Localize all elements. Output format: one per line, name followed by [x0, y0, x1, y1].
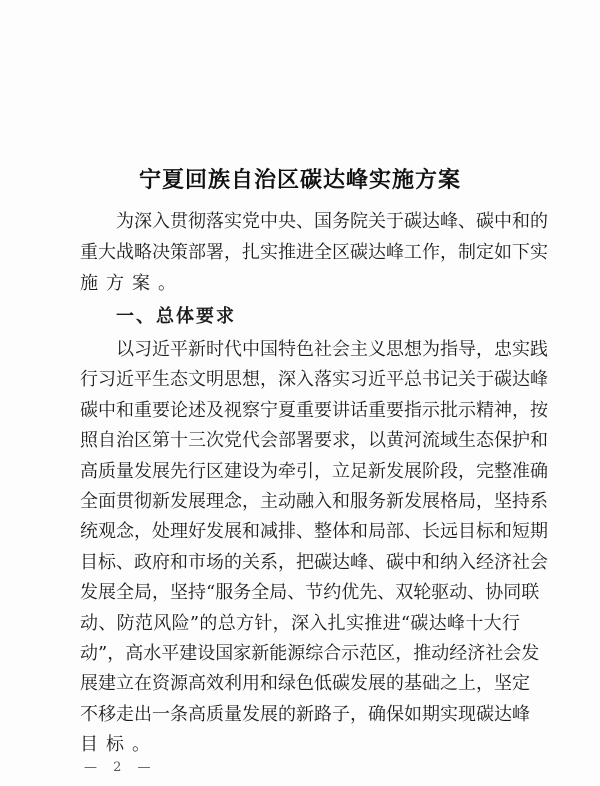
body-line: 发展全局，坚持“服务全局、节约优先、双轮驱动、协同联 [80, 582, 540, 604]
body-line: 目标、政府和市场的关系，把碳达峰、碳中和纳入经济社会 [80, 551, 548, 573]
intro-line: 为深入贯彻落实党中央、国务院关于碳达峰、碳中和的 [116, 211, 548, 232]
body-line: 目标。 [80, 734, 158, 756]
body-line: 碳中和重要论述及视察宁夏重要讲话重要指示批示精神，按 [80, 399, 548, 421]
body-line: 以习近平新时代中国特色社会主义思想为指导，忠实践 [116, 339, 548, 360]
body-line: 高质量发展先行区建设为牵引，立足新发展阶段，完整准确 [80, 460, 548, 482]
body-line: 不移走出一条高质量发展的新路子，确保如期实现碳达峰 [80, 703, 530, 725]
section-heading: 一、总体要求 [116, 306, 236, 327]
document-title: 宁夏回族自治区碳达峰实施方案 [138, 167, 461, 193]
intro-line: 施方案。 [80, 273, 184, 294]
body-line: 展建立在资源高效利用和绿色低碳发展的基础之上，坚定 [80, 673, 530, 695]
body-line: 行习近平生态文明思想，深入落实习近平总书记关于碳达峰 [80, 369, 548, 391]
intro-line: 重大战略决策部署，扎实推进全区碳达峰工作，制定如下实 [80, 242, 548, 263]
body-line: 动”，高水平建设国家新能源综合示范区，推动经济社会发 [80, 643, 540, 664]
body-line: 照自治区第十三次党代会部署要求，以黄河流域生态保护和 [80, 430, 548, 452]
body-line: 全面贯彻新发展理念，主动融入和服务新发展格局，坚持系 [80, 491, 548, 512]
page-number: — 2 — [84, 760, 157, 775]
body-line: 动、防范风险”的总方针，深入扎实推进“碳达峰十大行 [80, 612, 520, 634]
body-line: 统观念，处理好发展和减排、整体和局部、长远目标和短期 [80, 521, 548, 543]
